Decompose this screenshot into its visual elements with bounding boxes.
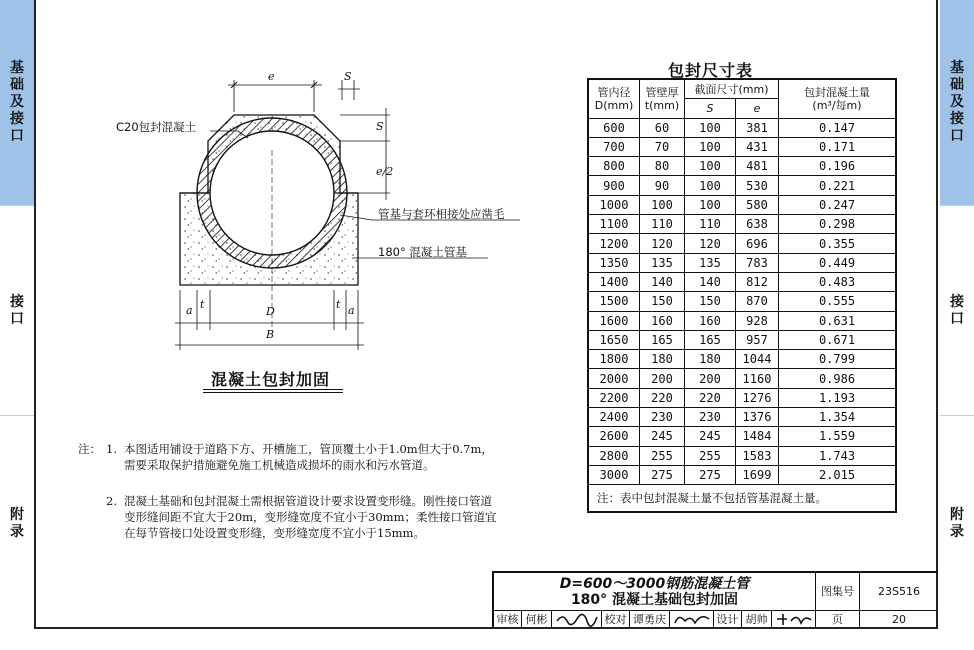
- c20-encasement-label: C20包封混凝土: [116, 120, 197, 134]
- table-cell: 2200: [588, 388, 640, 407]
- designer-signature: [772, 611, 816, 629]
- drawing-title: [494, 573, 816, 611]
- table-cell: 255: [640, 446, 685, 465]
- header-s: S: [685, 99, 736, 118]
- table-cell: 1.354: [779, 408, 897, 427]
- table-cell: 220: [640, 388, 685, 407]
- side-tab-label: 接口: [10, 294, 24, 327]
- checker-name: 谭勇庆: [630, 611, 670, 629]
- header-section: 截面尺寸(mm): [685, 79, 779, 99]
- table-cell: 220: [685, 388, 736, 407]
- table-cell: 1.559: [779, 427, 897, 446]
- reviewer-name: 何彬: [522, 611, 552, 629]
- table-cell: 481: [736, 157, 779, 176]
- table-cell: 0.171: [779, 137, 897, 156]
- table-cell: 2400: [588, 408, 640, 427]
- table-cell: 230: [640, 408, 685, 427]
- table-cell: 120: [685, 234, 736, 253]
- table-cell: 2000: [588, 369, 640, 388]
- table-cell: 275: [640, 465, 685, 484]
- table-cell: 90: [640, 176, 685, 195]
- checker-signature: [670, 611, 714, 629]
- table-cell: 870: [736, 292, 779, 311]
- table-cell: 180: [685, 350, 736, 369]
- table-cell: 2.015: [779, 465, 897, 484]
- caption-underline: [203, 392, 343, 393]
- header-e: e: [736, 99, 779, 118]
- review-label: 审核: [494, 611, 522, 629]
- table-cell: 580: [736, 195, 779, 214]
- table-cell: 696: [736, 234, 779, 253]
- table-cell: 200: [640, 369, 685, 388]
- header-wall: 管壁厚 t(mm): [640, 79, 685, 118]
- table-row: [588, 369, 896, 388]
- header-volume: 包封混凝土量 (m³/每m): [779, 79, 897, 118]
- table-cell: 1800: [588, 350, 640, 369]
- note-number: 1.: [106, 442, 117, 456]
- table-cell: 0.298: [779, 215, 897, 234]
- table-cell: 0.986: [779, 369, 897, 388]
- table-row: [588, 408, 896, 427]
- note-text: 混凝土基础和包封混凝土需根据管道设计要求设置变形缝。刚性接口管道变形缝间距不宜大于20m，变形缝宽度不宜小于30mm；柔性接口管道宜在每节管接口处设置变形缝，变形缝宽度不宜小于15mm。: [124, 494, 497, 540]
- design-label: 设计: [714, 611, 742, 629]
- table-row: [588, 215, 896, 234]
- side-tab-label: 接口: [950, 294, 964, 327]
- notes-label: 注：: [78, 442, 101, 456]
- check-label: 校对: [602, 611, 630, 629]
- table-cell: 530: [736, 176, 779, 195]
- table-cell: 1699: [736, 465, 779, 484]
- table-cell: 100: [685, 195, 736, 214]
- table-row: [588, 311, 896, 330]
- table-cell: 1.193: [779, 388, 897, 407]
- table-row: [588, 176, 896, 195]
- table-cell: 1000: [588, 195, 640, 214]
- table-row: [588, 465, 896, 484]
- table-cell: 100: [685, 157, 736, 176]
- table-cell: 0.355: [779, 234, 897, 253]
- reviewer-signature: [552, 611, 602, 629]
- page-number: 20: [892, 613, 906, 626]
- table-cell: 275: [685, 465, 736, 484]
- table-cell: 180: [640, 350, 685, 369]
- table-cell: 0.221: [779, 176, 897, 195]
- table-row: [588, 388, 896, 407]
- side-tab-label: 附录: [950, 506, 964, 540]
- table-cell: 600: [588, 118, 640, 137]
- atlas-number: 23S516: [860, 573, 938, 611]
- dim-s-top-label: S: [344, 70, 352, 83]
- table-cell: 80: [640, 157, 685, 176]
- base-label: 180° 混凝土管基: [378, 245, 467, 259]
- caption-underline: [203, 389, 343, 390]
- table-cell: 160: [640, 311, 685, 330]
- table-row: [588, 157, 896, 176]
- table-cell: 431: [736, 137, 779, 156]
- table-row: [588, 330, 896, 349]
- dim-e-label: e: [268, 70, 275, 83]
- side-tab-label: 基础及接口: [950, 60, 964, 144]
- table-cell: 3000: [588, 465, 640, 484]
- table-cell: 160: [685, 311, 736, 330]
- table-cell: 812: [736, 272, 779, 291]
- table-row: [588, 253, 896, 272]
- header-pipe-d: 管内径 D(mm): [588, 79, 640, 118]
- title-block: [492, 571, 938, 629]
- table-cell: 245: [640, 427, 685, 446]
- roughen-joint-label: 管基与套环相接处应凿毛: [378, 207, 505, 221]
- table-cell: 1400: [588, 272, 640, 291]
- table-cell: 165: [685, 330, 736, 349]
- table-cell: 230: [685, 408, 736, 427]
- table-cell: 1484: [736, 427, 779, 446]
- table-cell: 135: [685, 253, 736, 272]
- table-cell: 255: [685, 446, 736, 465]
- table-cell: 1583: [736, 446, 779, 465]
- table-cell: 110: [685, 215, 736, 234]
- table-cell: 135: [640, 253, 685, 272]
- drawing-caption: 混凝土包封加固: [211, 370, 331, 389]
- table-row: [588, 234, 896, 253]
- side-tab-label: 附录: [10, 506, 24, 540]
- table-cell: 638: [736, 215, 779, 234]
- table-cell: 0.671: [779, 330, 897, 349]
- dim-a-right-label: a: [348, 304, 355, 317]
- table-row: [588, 446, 896, 465]
- table-row: [588, 195, 896, 214]
- designer-name: 胡帅: [742, 611, 772, 629]
- dim-e2-label: e/2: [376, 165, 394, 178]
- table-cell: 1100: [588, 215, 640, 234]
- table-cell: 1376: [736, 408, 779, 427]
- table-cell: 60: [640, 118, 685, 137]
- table-cell: 1350: [588, 253, 640, 272]
- table-cell: 140: [685, 272, 736, 291]
- table-cell: 110: [640, 215, 685, 234]
- table-cell: 100: [685, 137, 736, 156]
- table-row: [588, 137, 896, 156]
- note-number: 2.: [106, 494, 117, 508]
- dim-s-right-label: S: [376, 120, 384, 133]
- table-cell: 100: [685, 176, 736, 195]
- table-cell: 2800: [588, 446, 640, 465]
- table-cell: 120: [640, 234, 685, 253]
- table-note: 注：表中包封混凝土量不包括管基混凝土量。: [588, 485, 896, 513]
- table-cell: 783: [736, 253, 779, 272]
- table-title: 包封尺寸表: [668, 61, 754, 80]
- encasement-dimension-table: [587, 78, 897, 513]
- table-cell: 1200: [588, 234, 640, 253]
- table-cell: 100: [685, 118, 736, 137]
- side-tab-label: 基础及接口: [10, 60, 24, 144]
- table-cell: 1650: [588, 330, 640, 349]
- table-cell: 150: [685, 292, 736, 311]
- table-row: [588, 350, 896, 369]
- table-cell: 0.631: [779, 311, 897, 330]
- dim-d-label: D: [266, 305, 275, 318]
- table-cell: 1160: [736, 369, 779, 388]
- table-cell: 200: [685, 369, 736, 388]
- table-cell: 381: [736, 118, 779, 137]
- table-row: [588, 272, 896, 291]
- table-cell: 0.799: [779, 350, 897, 369]
- table-cell: 0.196: [779, 157, 897, 176]
- table-cell: 900: [588, 176, 640, 195]
- table-cell: 0.483: [779, 272, 897, 291]
- table-cell: 1500: [588, 292, 640, 311]
- table-cell: 928: [736, 311, 779, 330]
- drawing-title-line2: 180° 混凝土基础包封加固: [570, 592, 739, 608]
- atlas-label: 图集号: [816, 573, 860, 611]
- table-cell: 1044: [736, 350, 779, 369]
- table-cell: 70: [640, 137, 685, 156]
- table-cell: 100: [640, 195, 685, 214]
- table-cell: 0.449: [779, 253, 897, 272]
- table-cell: 165: [640, 330, 685, 349]
- table-cell: 140: [640, 272, 685, 291]
- table-cell: 0.147: [779, 118, 897, 137]
- table-cell: 0.555: [779, 292, 897, 311]
- table-cell: 0.247: [779, 195, 897, 214]
- table-row: [588, 427, 896, 446]
- dim-t-right-label: t: [336, 298, 341, 311]
- table-cell: 800: [588, 157, 640, 176]
- table-cell: 700: [588, 137, 640, 156]
- table-row: [588, 118, 896, 137]
- signature-row: [494, 611, 938, 629]
- table-cell: 1.743: [779, 446, 897, 465]
- dim-t-left-label: t: [200, 298, 205, 311]
- dim-a-left-label: a: [186, 304, 193, 317]
- table-row: [588, 292, 896, 311]
- table-cell: 150: [640, 292, 685, 311]
- drawing-title-line1: D=600～3000钢筋混凝土管: [559, 576, 750, 592]
- note-text: 本图适用铺设于道路下方、开槽施工，管顶覆土小于1.0m但大于0.7m，需要采取保护措施避免施工机械造成损坏的雨水和污水管道。: [124, 442, 493, 472]
- table-cell: 2600: [588, 427, 640, 446]
- dim-b-label: B: [266, 328, 275, 341]
- page-label: 页: [816, 611, 860, 629]
- table-cell: 957: [736, 330, 779, 349]
- table-cell: 1276: [736, 388, 779, 407]
- table-cell: 245: [685, 427, 736, 446]
- table-cell: 1600: [588, 311, 640, 330]
